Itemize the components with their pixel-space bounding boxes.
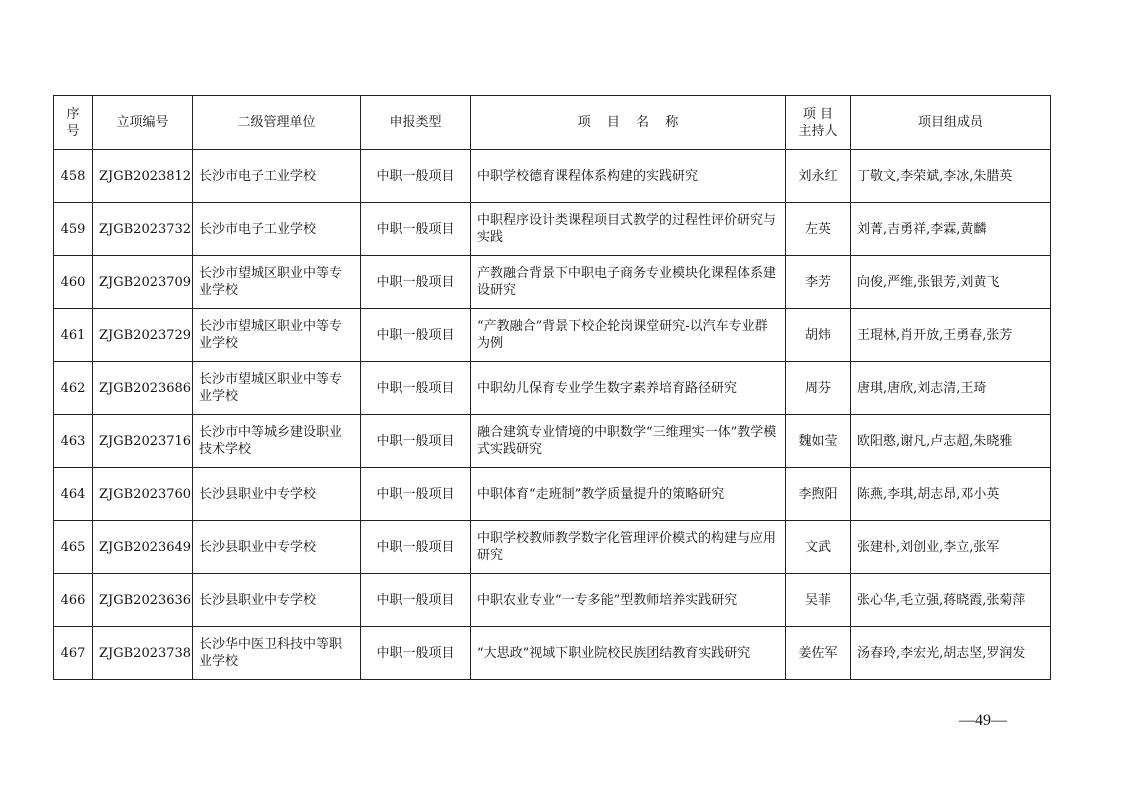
cell-project-name: 中职农业专业“一专多能”型教师培养实践研究 (471, 574, 786, 627)
table-row (54, 203, 1051, 256)
table-row (54, 627, 1051, 680)
cell-members: 张心华,毛立强,蒋晓霞,张菊萍 (851, 574, 1051, 627)
cell-project-name: “产教融合”背景下校企轮岗课堂研究-以汽车专业群为例 (471, 309, 786, 362)
cell-seq: 467 (54, 627, 93, 680)
cell-unit: 长沙市电子工业学校 (193, 150, 361, 203)
header-seq: 序号 (54, 96, 93, 150)
cell-project-id: ZJGB2023636 (93, 574, 193, 627)
cell-type: 中职一般项目 (361, 150, 471, 203)
cell-project-id: ZJGB2023812 (93, 150, 193, 203)
header-project-id: 立项编号 (93, 96, 193, 150)
cell-project-id: ZJGB2023709 (93, 256, 193, 309)
table-header-row (54, 96, 1051, 150)
cell-host: 胡炜 (786, 309, 851, 362)
cell-seq: 460 (54, 256, 93, 309)
cell-unit: 长沙华中医卫科技中等职业学校 (193, 627, 361, 680)
cell-seq: 459 (54, 203, 93, 256)
cell-members: 王琨林,肖开放,王勇春,张芳 (851, 309, 1051, 362)
cell-project-name: “大思政”视域下职业院校民族团结教育实践研究 (471, 627, 786, 680)
cell-host: 魏如莹 (786, 415, 851, 468)
header-project-name: 项 目 名 称 (471, 96, 786, 150)
cell-type: 中职一般项目 (361, 203, 471, 256)
cell-unit: 长沙县职业中专学校 (193, 468, 361, 521)
table-row (54, 150, 1051, 203)
cell-type: 中职一般项目 (361, 521, 471, 574)
cell-members: 丁敬文,李荣斌,李冰,朱腊英 (851, 150, 1051, 203)
page-number: —49— (959, 712, 1007, 729)
cell-unit: 长沙市望城区职业中等专业学校 (193, 362, 361, 415)
cell-host: 李煦阳 (786, 468, 851, 521)
cell-unit: 长沙县职业中专学校 (193, 574, 361, 627)
table-row (54, 521, 1051, 574)
cell-host: 吴菲 (786, 574, 851, 627)
cell-host: 姜佐军 (786, 627, 851, 680)
cell-type: 中职一般项目 (361, 309, 471, 362)
cell-type: 中职一般项目 (361, 574, 471, 627)
table-row (54, 468, 1051, 521)
header-unit: 二级管理单位 (193, 96, 361, 150)
cell-unit: 长沙市电子工业学校 (193, 203, 361, 256)
cell-host: 刘永红 (786, 150, 851, 203)
table-body (54, 150, 1051, 680)
cell-project-name: 中职体育“走班制”教学质量提升的策略研究 (471, 468, 786, 521)
table-row (54, 574, 1051, 627)
cell-project-name: 产教融合背景下中职电子商务专业模块化课程体系建设研究 (471, 256, 786, 309)
cell-host: 周芬 (786, 362, 851, 415)
cell-type: 中职一般项目 (361, 256, 471, 309)
cell-unit: 长沙市望城区职业中等专业学校 (193, 309, 361, 362)
cell-members: 欧阳憨,谢凡,卢志超,朱晓雅 (851, 415, 1051, 468)
cell-seq: 465 (54, 521, 93, 574)
cell-unit: 长沙市中等城乡建设职业技术学校 (193, 415, 361, 468)
cell-project-id: ZJGB2023716 (93, 415, 193, 468)
header-members: 项目组成员 (851, 96, 1051, 150)
cell-members: 张建朴,刘创业,李立,张军 (851, 521, 1051, 574)
cell-host: 李芳 (786, 256, 851, 309)
cell-project-id: ZJGB2023760 (93, 468, 193, 521)
cell-seq: 463 (54, 415, 93, 468)
header-host: 项 目 主持人 (786, 96, 851, 150)
project-table (53, 95, 1051, 680)
table-row (54, 256, 1051, 309)
cell-seq: 461 (54, 309, 93, 362)
cell-project-name: 中职学校教师教学数字化管理评价模式的构建与应用研究 (471, 521, 786, 574)
cell-members: 汤春玲,李宏光,胡志坚,罗润发 (851, 627, 1051, 680)
header-type: 申报类型 (361, 96, 471, 150)
cell-seq: 466 (54, 574, 93, 627)
cell-members: 唐琪,唐欣,刘志清,王琦 (851, 362, 1051, 415)
cell-host: 左英 (786, 203, 851, 256)
cell-project-id: ZJGB2023732 (93, 203, 193, 256)
cell-project-name: 融合建筑专业情境的中职数学“三维理实一体”教学模式实践研究 (471, 415, 786, 468)
cell-project-name: 中职程序设计类课程项目式教学的过程性评价研究与实践 (471, 203, 786, 256)
cell-members: 刘菁,吉勇祥,李霖,黄麟 (851, 203, 1051, 256)
cell-project-id: ZJGB2023738 (93, 627, 193, 680)
cell-unit: 长沙市望城区职业中等专业学校 (193, 256, 361, 309)
cell-project-id: ZJGB2023649 (93, 521, 193, 574)
table-row (54, 362, 1051, 415)
table-row (54, 415, 1051, 468)
cell-seq: 458 (54, 150, 93, 203)
cell-seq: 464 (54, 468, 93, 521)
cell-host: 文武 (786, 521, 851, 574)
cell-seq: 462 (54, 362, 93, 415)
cell-members: 向俊,严维,张银芳,刘黄飞 (851, 256, 1051, 309)
cell-type: 中职一般项目 (361, 627, 471, 680)
cell-type: 中职一般项目 (361, 415, 471, 468)
cell-unit: 长沙县职业中专学校 (193, 521, 361, 574)
table-row (54, 309, 1051, 362)
cell-type: 中职一般项目 (361, 468, 471, 521)
cell-project-name: 中职幼儿保育专业学生数字素养培育路径研究 (471, 362, 786, 415)
cell-type: 中职一般项目 (361, 362, 471, 415)
cell-project-name: 中职学校德育课程体系构建的实践研究 (471, 150, 786, 203)
cell-project-id: ZJGB2023729 (93, 309, 193, 362)
cell-project-id: ZJGB2023686 (93, 362, 193, 415)
cell-members: 陈燕,李琪,胡志昂,邓小英 (851, 468, 1051, 521)
